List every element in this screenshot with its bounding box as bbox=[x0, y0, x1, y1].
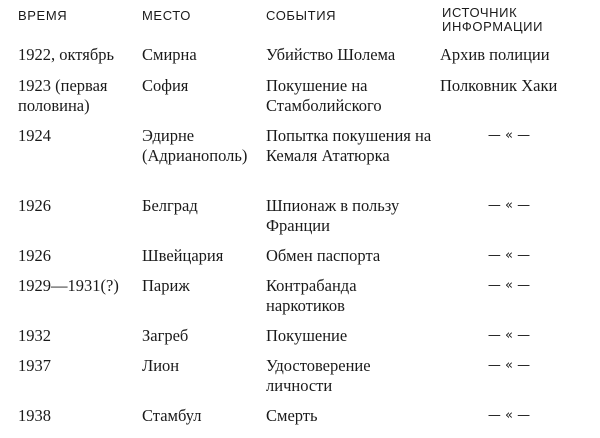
cell-event: Обмен паспорта bbox=[266, 246, 381, 265]
header-time: ВРЕМЯ bbox=[18, 8, 68, 23]
cell-place: Загреб bbox=[142, 326, 189, 345]
cell-place: Лион bbox=[142, 356, 180, 375]
cell-place: Смирна bbox=[142, 45, 197, 64]
cell-place: Париж bbox=[142, 276, 190, 295]
ditto-mark: — « — bbox=[487, 128, 531, 143]
cell-time: 1938 bbox=[18, 406, 51, 425]
cell-event: Шпионаж в пользу Франции bbox=[266, 196, 400, 235]
cell-place: Стамбул bbox=[142, 406, 202, 425]
ditto-mark: — « — bbox=[487, 198, 531, 213]
ditto-mark: — « — bbox=[487, 408, 531, 423]
cell-time: 1937 bbox=[18, 356, 51, 375]
cell-event: Контрабанда наркотиков bbox=[266, 276, 357, 315]
ditto-mark: — « — bbox=[487, 278, 531, 293]
cell-time: 1926 bbox=[18, 246, 51, 265]
cell-time: 1926 bbox=[18, 196, 51, 215]
ditto-mark: — « — bbox=[487, 358, 531, 373]
cell-place: Швейцария bbox=[142, 246, 224, 265]
cell-place: Эдирне (Адрианополь) bbox=[142, 126, 248, 165]
header-source: ИСТОЧНИК ИНФОРМАЦИИ bbox=[442, 5, 544, 34]
cell-source: Архив полиции bbox=[440, 45, 550, 64]
cell-event: Удостоверение личности bbox=[266, 356, 371, 395]
cell-event: Смерть bbox=[266, 406, 318, 425]
cell-source: Полковник Хаки bbox=[440, 76, 558, 95]
cell-time: 1932 bbox=[18, 326, 51, 345]
cell-time: 1924 bbox=[18, 126, 51, 145]
cell-place: София bbox=[142, 76, 189, 95]
ditto-mark: — « — bbox=[487, 328, 531, 343]
cell-time: 1929—1931(?) bbox=[18, 276, 119, 295]
cell-place: Белград bbox=[142, 196, 198, 215]
cell-event: Покушение на Стамболийского bbox=[266, 76, 382, 115]
header-events: СОБЫТИЯ bbox=[266, 8, 337, 23]
cell-time: 1922, октябрь bbox=[18, 45, 115, 64]
ditto-mark: — « — bbox=[487, 248, 531, 263]
cell-event: Покушение bbox=[266, 326, 348, 345]
header-place: МЕСТО bbox=[142, 8, 191, 23]
cell-event: Убийство Шолема bbox=[266, 45, 396, 64]
cell-time: 1923 (первая половина) bbox=[18, 76, 108, 115]
cell-event: Попытка покушения на Кемаля Ататюрка bbox=[266, 126, 432, 165]
